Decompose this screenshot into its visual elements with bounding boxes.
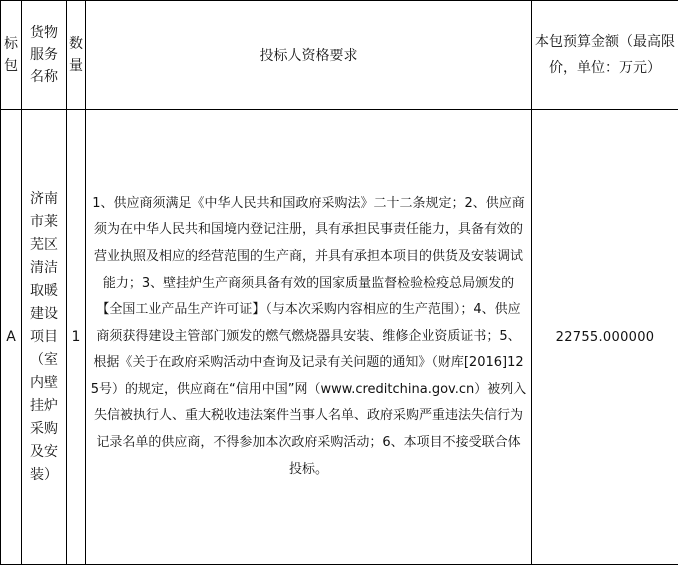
header-quantity: 数量 <box>67 1 86 110</box>
cell-package: A <box>1 110 22 565</box>
cell-goods-name: 济南市莱芜区清洁取暖建设项目（室内壁挂炉采购及安装） <box>22 110 67 565</box>
header-budget: 本包预算金额（最高限价，单位：万元） <box>532 1 678 110</box>
header-row <box>1 1 678 110</box>
header-qualification: 投标人资格要求 <box>86 1 532 110</box>
header-goods-name: 货物服务名称 <box>22 1 67 110</box>
cell-quantity: 1 <box>67 110 86 565</box>
header-package: 标包 <box>1 1 22 110</box>
cell-qualification: 1、供应商须满足《中华人民共和国政府采购法》二十二条规定；2、供应商须为在中华人民共和国境内登记注册，具有承担民事责任能力，具备有效的营业执照及相应的经营范围的生产商，并具有承担本项目的供货及安装调试能力；3、壁挂炉生产商须具备有效的国家质量监督检验检疫总局颁发的【全国工业产品生产许可证】（与本次采购内容相应的生产范围）；4、供应商须获得建设主管部门颁发的燃气燃烧器具安装、维修企业资质证书；5、根据《关于在政府采购活动中查询及记录有关问题的通知》（财库[2016]125号）的规定，供应商在“信用中国”网（www.creditchina.gov.cn）被列入失信被执行人、重大税收违法案件当事人名单、政府采购严重违法失信行为记录名单的供应商，不得参加本次政府采购活动；6、本项目不接受联合体投标。 <box>86 110 532 565</box>
table-row <box>1 110 678 565</box>
cell-budget: 22755.000000 <box>532 110 678 565</box>
